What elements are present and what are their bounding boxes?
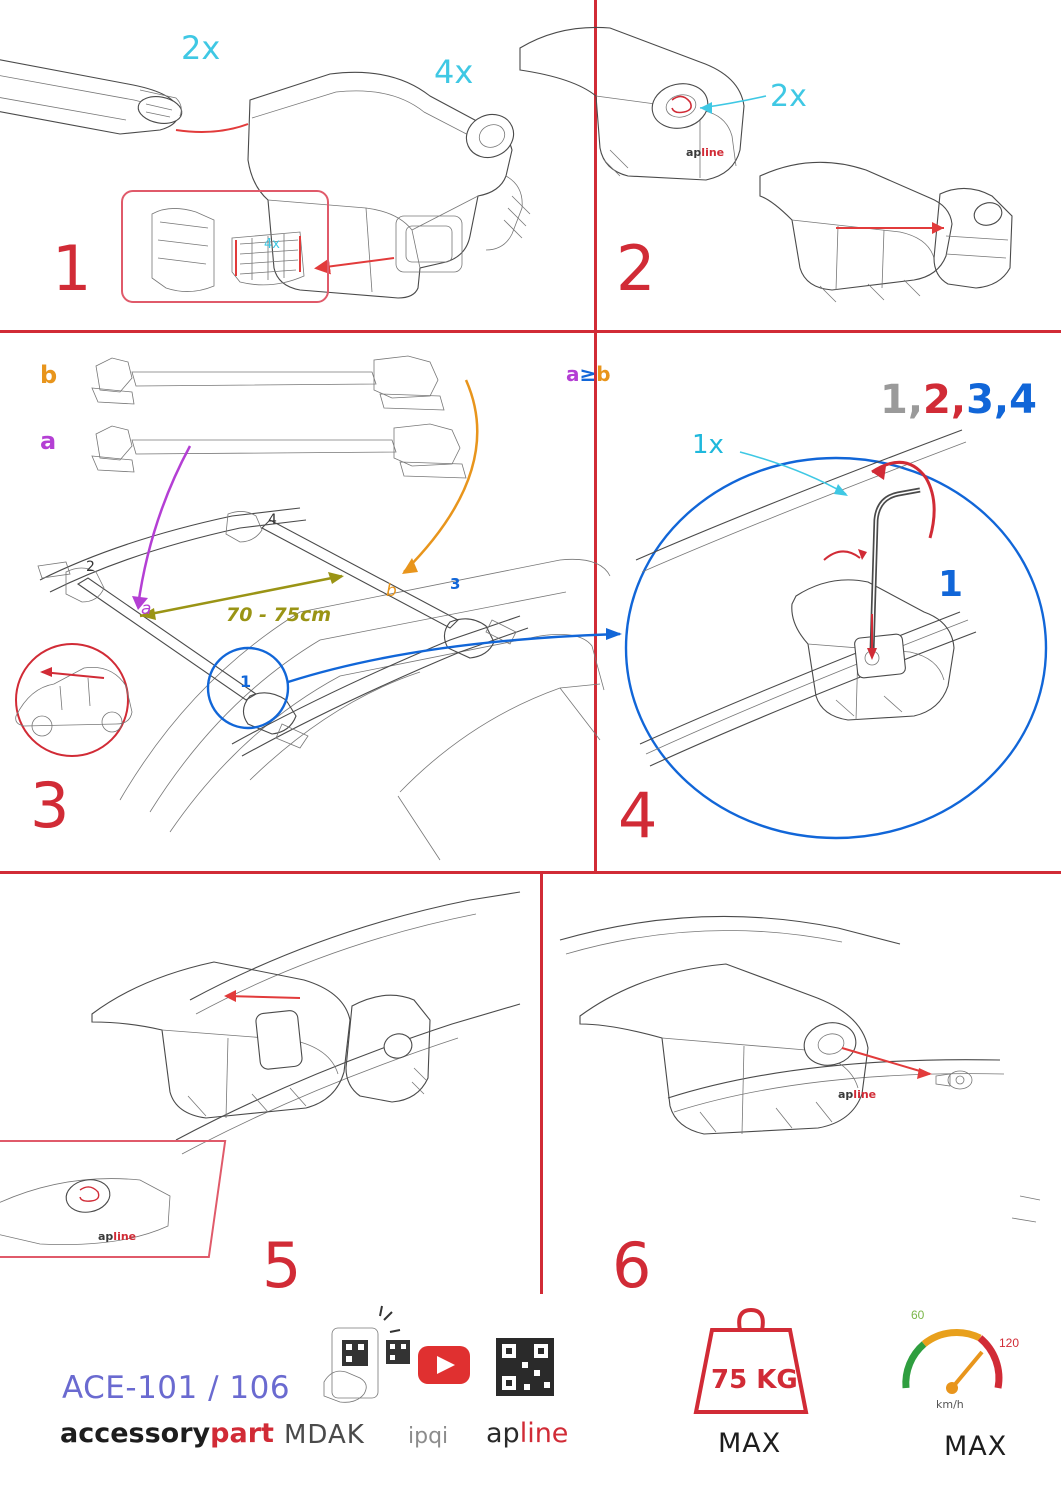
- position-label-1: 1: [240, 672, 252, 691]
- sequence-part-1: 1,: [880, 377, 924, 423]
- condition-a: a: [566, 362, 580, 386]
- brand-name-red: part: [210, 1418, 274, 1449]
- condition-b: b: [596, 362, 611, 386]
- rail-label-b: b: [40, 361, 58, 389]
- step-number-3: 3: [30, 769, 71, 842]
- rail-label-a: a: [40, 427, 57, 455]
- step1-inset-frame: [121, 190, 329, 303]
- max-weight-value: 75 KG: [711, 1365, 798, 1395]
- crossbar-illustration: [0, 56, 184, 134]
- distance-label: 70 - 75cm: [226, 604, 332, 626]
- product-model: ACE-101 / 106: [62, 1370, 291, 1406]
- foot-bracket-illustration: [760, 162, 1012, 302]
- max-speed-caption: MAX: [944, 1431, 1008, 1462]
- path-label-b: b: [386, 581, 397, 601]
- sequence-part-3: 3,4: [966, 377, 1037, 423]
- step-number-6: 6: [612, 1229, 653, 1302]
- position-label-2: 2: [86, 559, 95, 575]
- crossbar-pair-illustration: [92, 356, 466, 478]
- condition-operator: ≥: [579, 362, 597, 386]
- quantity-label-pad: 4x: [264, 237, 280, 252]
- svg-text:apline: apline: [686, 146, 725, 159]
- gauge-min-label: 60: [911, 1308, 925, 1322]
- position-label-3: 3: [450, 575, 461, 593]
- svg-text:apline: apline: [98, 1230, 137, 1243]
- quantity-label-tool: 1x: [692, 430, 724, 460]
- footer-icons: [324, 1306, 999, 1412]
- path-label-a: a: [141, 599, 152, 619]
- max-weight-caption: MAX: [718, 1428, 782, 1459]
- step-number-2: 2: [616, 232, 657, 305]
- speed-unit-label: km/h: [936, 1398, 964, 1411]
- sequence-part-2: 2,: [923, 377, 967, 423]
- brand-logo: [60, 1418, 274, 1449]
- turn-order-label: 1: [938, 564, 964, 605]
- step-number-5: 5: [262, 1229, 303, 1302]
- step5-inset-frame: [0, 1140, 226, 1258]
- assembly-arrow-1: [176, 124, 248, 132]
- clamp-detail-illustration: [626, 430, 1046, 838]
- partner-apline: [486, 1418, 568, 1449]
- quantity-label-crossbar: 2x: [181, 29, 221, 67]
- brand-name-dark: accessory: [60, 1418, 211, 1449]
- gauge-max-label: 120: [999, 1336, 1020, 1350]
- condition-label-a-ge-b: [566, 364, 611, 384]
- sequence-label: [880, 377, 1037, 423]
- quantity-label-cover: 2x: [770, 79, 807, 114]
- apline-red: line: [519, 1418, 569, 1449]
- quantity-label-foot: 4x: [434, 53, 474, 91]
- partner-mdak: MDAK: [284, 1420, 365, 1450]
- position-label-4: 4: [268, 512, 277, 528]
- step6-illustration: [560, 916, 1040, 1222]
- step-number-4: 4: [618, 779, 659, 852]
- step-number-1: 1: [52, 232, 93, 305]
- svg-text:apline: apline: [838, 1088, 877, 1101]
- partner-ipqi: ipqi: [408, 1424, 449, 1449]
- apline-dark: ap: [486, 1418, 520, 1449]
